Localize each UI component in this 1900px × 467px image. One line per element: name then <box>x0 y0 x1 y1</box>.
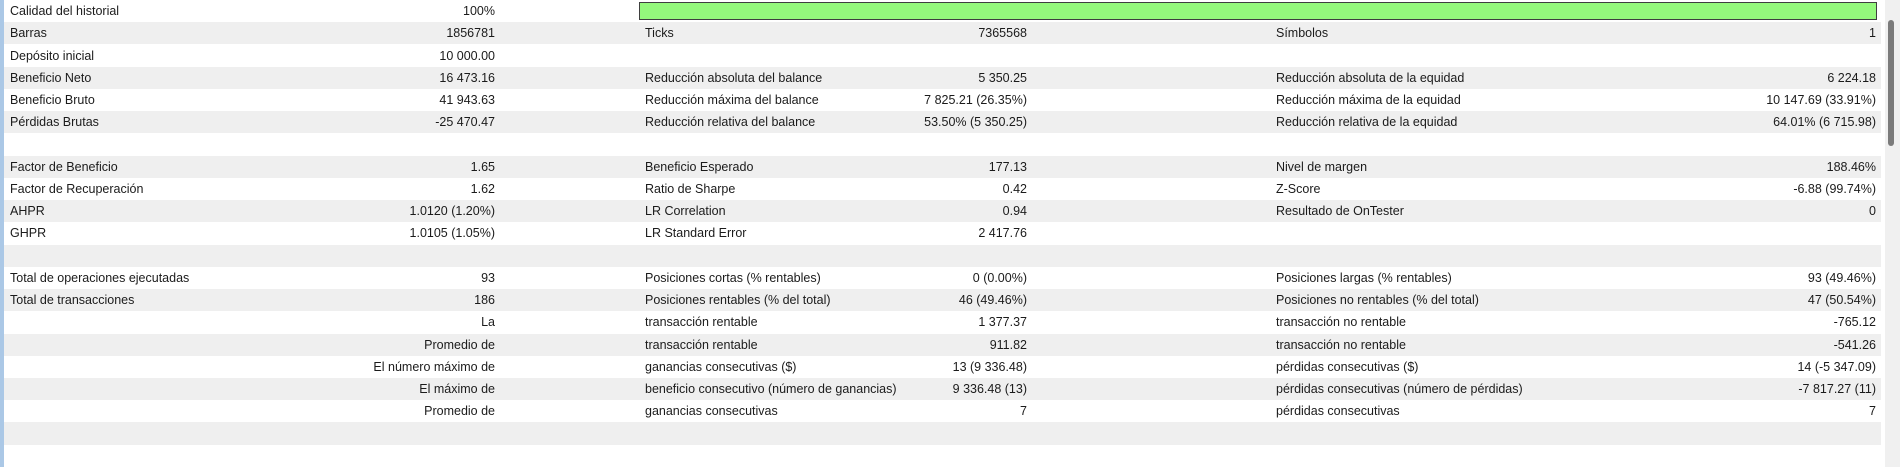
metric-value: 1.0105 (1.05%) <box>409 226 495 241</box>
column-group-3 <box>1276 200 1881 222</box>
column-group-3 <box>1276 289 1881 311</box>
column-group-1 <box>4 356 500 378</box>
metric-label: Calidad del historial <box>10 4 120 19</box>
column-group-3 <box>1276 422 1881 444</box>
metric-label: LR Standard Error <box>645 226 747 241</box>
column-gap <box>1032 267 1276 289</box>
metric-label: GHPR <box>10 226 47 241</box>
column-gap <box>500 0 645 22</box>
metric-value: 13 (9 336.48) <box>952 359 1027 374</box>
column-group-1 <box>4 44 500 66</box>
column-group-3 <box>1276 334 1881 356</box>
column-gap <box>1032 400 1276 422</box>
column-group-3 <box>1276 222 1881 244</box>
metric-value: 0.94 <box>1002 204 1027 219</box>
metric-label: Beneficio Esperado <box>645 159 754 174</box>
column-gap <box>1032 200 1276 222</box>
report-row <box>0 245 1881 267</box>
metric-value: 7 825.21 (26.35%) <box>924 93 1027 108</box>
metric-label: Z-Score <box>1276 181 1321 196</box>
report-row <box>0 200 1881 222</box>
column-group-2 <box>645 378 1032 400</box>
report-row <box>0 422 1881 444</box>
column-group-3 <box>1276 267 1881 289</box>
column-group-2 <box>645 400 1032 422</box>
column-gap <box>500 200 645 222</box>
column-group-3 <box>1276 378 1881 400</box>
metric-value: 100% <box>463 4 495 19</box>
column-group-3 <box>1276 89 1881 111</box>
column-gap <box>500 334 645 356</box>
report-row <box>0 400 1881 422</box>
metric-value: -6.88 (99.74%) <box>1793 181 1876 196</box>
column-gap <box>500 156 645 178</box>
column-group-3 <box>1276 44 1881 66</box>
column-gap <box>1032 44 1276 66</box>
metric-value: 1.62 <box>470 181 495 196</box>
metric-value: 188.46% <box>1826 159 1876 174</box>
metric-label: Pérdidas Brutas <box>10 115 99 130</box>
column-gap <box>1032 311 1276 333</box>
metric-label: Ticks <box>645 26 674 41</box>
column-gap <box>1032 245 1276 267</box>
metric-value: 1 <box>1869 26 1876 41</box>
metric-value: 0.42 <box>1002 181 1027 196</box>
metric-label: transacción no rentable <box>1276 337 1406 352</box>
metric-value: 93 <box>481 270 495 285</box>
report-row <box>0 334 1881 356</box>
column-gap <box>500 311 645 333</box>
metric-value: El número máximo de <box>373 359 495 374</box>
report-row <box>0 289 1881 311</box>
metric-value: 14 (-5 347.09) <box>1797 359 1876 374</box>
metric-label: ganancias consecutivas ($) <box>645 359 797 374</box>
metric-value: Promedio de <box>424 404 495 419</box>
metric-label: Posiciones cortas (% rentables) <box>645 270 821 285</box>
column-group-3 <box>1276 356 1881 378</box>
metric-label: Reducción absoluta de la equidad <box>1276 70 1465 85</box>
column-gap <box>1032 111 1276 133</box>
report-row <box>0 44 1881 66</box>
column-group-2 <box>645 334 1032 356</box>
column-group-1 <box>4 178 500 200</box>
metric-label: Posiciones largas (% rentables) <box>1276 270 1452 285</box>
column-gap <box>500 245 645 267</box>
metric-label: pérdidas consecutivas (número de pérdidas) <box>1276 382 1523 397</box>
scrollbar-thumb[interactable] <box>1888 20 1894 146</box>
column-group-2 <box>645 67 1032 89</box>
column-group-3 <box>1276 67 1881 89</box>
metric-label: pérdidas consecutivas ($) <box>1276 359 1419 374</box>
column-gap <box>500 378 645 400</box>
column-gap <box>500 178 645 200</box>
report-row <box>0 22 1881 44</box>
metric-label: Factor de Beneficio <box>10 159 118 174</box>
column-group-2 <box>645 133 1032 155</box>
column-group-1 <box>4 311 500 333</box>
column-gap <box>1032 222 1276 244</box>
column-gap <box>500 445 645 467</box>
metric-label: transacción rentable <box>645 337 758 352</box>
report-row <box>0 378 1881 400</box>
left-border-strip <box>0 0 4 467</box>
metric-value: 1.65 <box>470 159 495 174</box>
column-group-1 <box>4 156 500 178</box>
metric-value: 1 377.37 <box>978 315 1027 330</box>
metric-value: 186 <box>474 293 495 308</box>
metric-value: 41 943.63 <box>439 93 495 108</box>
column-gap <box>1032 178 1276 200</box>
column-gap <box>500 89 645 111</box>
column-gap <box>500 356 645 378</box>
column-group-1 <box>4 445 500 467</box>
metric-label: Depósito inicial <box>10 48 95 63</box>
metric-value: 10 000.00 <box>439 48 495 63</box>
column-group-2 <box>645 22 1032 44</box>
report-row <box>0 89 1881 111</box>
column-group-3 <box>1276 445 1881 467</box>
metric-value: 53.50% (5 350.25) <box>924 115 1027 130</box>
column-gap <box>500 289 645 311</box>
metric-label: transacción no rentable <box>1276 315 1406 330</box>
column-gap <box>1032 133 1276 155</box>
metric-value: 7 <box>1869 404 1876 419</box>
column-group-1 <box>4 67 500 89</box>
metric-value: 64.01% (6 715.98) <box>1773 115 1876 130</box>
column-group-1 <box>4 89 500 111</box>
report-row <box>0 267 1881 289</box>
column-group-3 <box>1276 111 1881 133</box>
metric-value: 93 (49.46%) <box>1807 270 1876 285</box>
metric-label: Símbolos <box>1276 26 1329 41</box>
report-row <box>0 67 1881 89</box>
metric-value: 5 350.25 <box>978 70 1027 85</box>
metric-label: pérdidas consecutivas <box>1276 404 1400 419</box>
metric-label: Ratio de Sharpe <box>645 181 736 196</box>
column-group-3 <box>1276 133 1881 155</box>
column-group-2 <box>645 178 1032 200</box>
column-group-1 <box>4 267 500 289</box>
column-group-3 <box>1276 245 1881 267</box>
metric-label: Beneficio Bruto <box>10 93 95 108</box>
metric-value: Promedio de <box>424 337 495 352</box>
column-group-2 <box>645 267 1032 289</box>
report-row <box>0 0 1881 22</box>
metric-label: Resultado de OnTester <box>1276 204 1404 219</box>
column-group-2 <box>645 445 1032 467</box>
metric-label: Beneficio Neto <box>10 70 92 85</box>
column-group-1 <box>4 400 500 422</box>
metric-label: transacción rentable <box>645 315 758 330</box>
column-gap <box>1032 445 1276 467</box>
metric-value: -765.12 <box>1833 315 1876 330</box>
metric-value: 0 <box>1869 204 1876 219</box>
column-group-1 <box>4 289 500 311</box>
column-gap <box>500 111 645 133</box>
metric-label: Reducción relativa de la equidad <box>1276 115 1458 130</box>
column-group-2 <box>645 245 1032 267</box>
column-group-3 <box>1276 400 1881 422</box>
column-group-1 <box>4 0 500 22</box>
metric-value: 46 (49.46%) <box>958 293 1027 308</box>
metric-label: beneficio consecutivo (número de ganancias) <box>645 382 897 397</box>
column-gap <box>500 133 645 155</box>
metric-label: Nivel de margen <box>1276 159 1368 174</box>
metric-value: 9 336.48 (13) <box>952 382 1027 397</box>
metric-label: AHPR <box>10 204 45 219</box>
column-group-3 <box>1276 178 1881 200</box>
column-gap <box>1032 334 1276 356</box>
column-group-1 <box>4 378 500 400</box>
metric-value: La <box>481 315 495 330</box>
metric-label: Posiciones no rentables (% del total) <box>1276 293 1479 308</box>
column-group-2 <box>645 356 1032 378</box>
metric-label: LR Correlation <box>645 204 726 219</box>
column-gap <box>500 422 645 444</box>
report-row <box>0 311 1881 333</box>
column-group-3 <box>1276 22 1881 44</box>
report-row <box>0 222 1881 244</box>
report-row <box>0 111 1881 133</box>
metric-label: Reducción máxima de la equidad <box>1276 93 1461 108</box>
metric-value: 16 473.16 <box>439 70 495 85</box>
column-group-1 <box>4 111 500 133</box>
metric-label: Reducción absoluta del balance <box>645 70 823 85</box>
column-group-2 <box>645 289 1032 311</box>
column-gap <box>1032 156 1276 178</box>
metric-value: 2 417.76 <box>978 226 1027 241</box>
column-gap <box>500 44 645 66</box>
column-gap <box>1032 356 1276 378</box>
metric-value: 7 <box>1020 404 1027 419</box>
metric-label: Barras <box>10 26 47 41</box>
column-group-1 <box>4 22 500 44</box>
metric-value: -7 817.27 (11) <box>1798 382 1876 397</box>
metric-value: 10 147.69 (33.91%) <box>1766 93 1876 108</box>
metric-value: -541.26 <box>1833 337 1876 352</box>
metric-value: 6 224.18 <box>1827 70 1876 85</box>
column-gap <box>500 67 645 89</box>
report-row <box>0 156 1881 178</box>
report-row <box>0 178 1881 200</box>
column-gap <box>1032 89 1276 111</box>
metric-value: -25 470.47 <box>435 115 495 130</box>
column-group-1 <box>4 334 500 356</box>
metric-label: Factor de Recuperación <box>10 181 144 196</box>
metric-value: 0 (0.00%) <box>972 270 1027 285</box>
column-group-1 <box>4 245 500 267</box>
column-gap <box>1032 22 1276 44</box>
metric-value: El máximo de <box>419 382 495 397</box>
metric-label: Reducción máxima del balance <box>645 93 819 108</box>
metric-value: 1.0120 (1.20%) <box>409 204 495 219</box>
column-gap <box>1032 422 1276 444</box>
column-group-2 <box>645 311 1032 333</box>
column-gap <box>1032 289 1276 311</box>
metric-value: 47 (50.54%) <box>1807 293 1876 308</box>
column-gap <box>500 22 645 44</box>
column-gap <box>500 222 645 244</box>
report-row <box>0 356 1881 378</box>
column-gap <box>1032 378 1276 400</box>
history-quality-progress-bar <box>639 2 1877 20</box>
column-group-2 <box>645 422 1032 444</box>
metric-label: Reducción relativa del balance <box>645 115 816 130</box>
metric-label: Total de operaciones ejecutadas <box>10 270 190 285</box>
metric-value: 911.82 <box>989 337 1027 352</box>
column-gap <box>1032 67 1276 89</box>
metric-value: 177.13 <box>988 159 1027 174</box>
column-group-1 <box>4 422 500 444</box>
column-group-2 <box>645 222 1032 244</box>
column-group-1 <box>4 200 500 222</box>
column-group-3 <box>1276 156 1881 178</box>
column-gap <box>500 267 645 289</box>
report-row <box>0 445 1881 467</box>
column-group-2 <box>645 89 1032 111</box>
column-group-1 <box>4 222 500 244</box>
metric-label: Total de transacciones <box>10 293 135 308</box>
column-group-1 <box>4 133 500 155</box>
report-row <box>0 133 1881 155</box>
metric-label: ganancias consecutivas <box>645 404 778 419</box>
column-group-2 <box>645 156 1032 178</box>
metric-value: 1856781 <box>446 26 495 41</box>
vertical-scrollbar[interactable] <box>1885 0 1900 467</box>
metric-label: Posiciones rentables (% del total) <box>645 293 831 308</box>
column-group-2 <box>645 200 1032 222</box>
metric-value: 7365568 <box>978 26 1027 41</box>
column-group-2 <box>645 44 1032 66</box>
column-group-3 <box>1276 311 1881 333</box>
column-group-2 <box>645 111 1032 133</box>
column-gap <box>500 400 645 422</box>
